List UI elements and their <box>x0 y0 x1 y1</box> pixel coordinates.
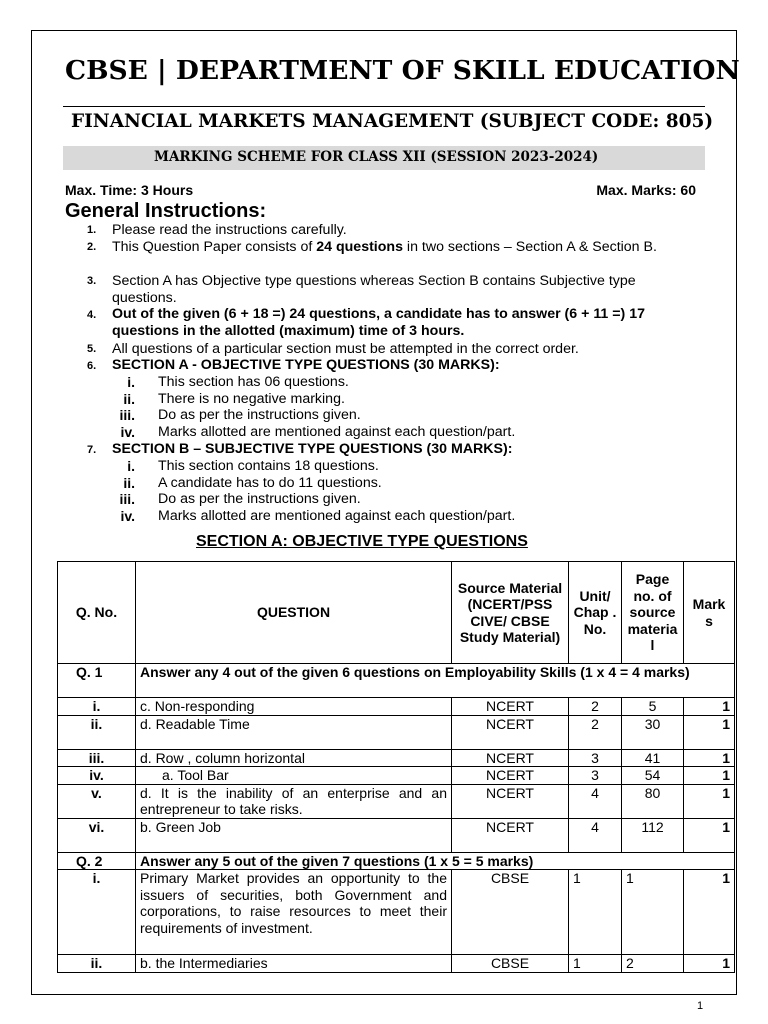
marks-cell: 1 <box>684 784 735 818</box>
source-cell: NCERT <box>452 767 569 785</box>
question-number: Q. 1 <box>58 664 136 698</box>
marks-cell: 1 <box>684 955 735 973</box>
sub-text: This section contains 18 questions. <box>158 458 379 474</box>
answer-cell: Primary Market provides an opportunity to the issuers of securities, both Government and corporations, to raise resources to meet their requirements of investment. <box>136 870 452 955</box>
sub-question-number: i. <box>58 698 136 716</box>
sub-question-number: iv. <box>58 767 136 785</box>
sub-text: Do as per the instructions given. <box>158 491 361 507</box>
sub-question-number: vi. <box>58 818 136 852</box>
source-cell: CBSE <box>452 955 569 973</box>
instruction-number: 2. <box>87 241 97 253</box>
sub-question-number: i. <box>58 870 136 955</box>
max-time: Max. Time: 3 Hours <box>65 182 194 198</box>
sub-question-number: v. <box>58 784 136 818</box>
page-cell: 80 <box>622 784 684 818</box>
sub-text: Marks allotted are mentioned against each question/part. <box>158 508 516 524</box>
sub-number: iii. <box>119 491 135 507</box>
page-cell: 41 <box>622 749 684 767</box>
instruction-text: SECTION A - OBJECTIVE TYPE QUESTIONS (30 MARKS): <box>112 357 500 373</box>
sub-text: A candidate has to do 11 questions. <box>158 475 382 491</box>
page-cell: 1 <box>622 870 684 955</box>
source-cell: NCERT <box>452 784 569 818</box>
sub-number: iii. <box>119 407 135 423</box>
instruction-text: Section A has Objective type questions whereas Section B contains Subjective type questions. <box>112 273 636 306</box>
table-header-row <box>58 562 735 664</box>
unit-cell: 3 <box>569 749 622 767</box>
answer-cell: a. Tool Bar <box>136 767 452 785</box>
sub-text: There is no negative marking. <box>158 391 345 407</box>
instruction-text: Please read the instructions carefully. <box>112 222 347 238</box>
page-number: 1 <box>697 1000 704 1012</box>
marking-scheme-banner <box>63 146 705 170</box>
table-row <box>58 749 735 767</box>
answer-cell: c. Non-responding <box>136 698 452 716</box>
column-header: Page no. of source materia l <box>622 562 684 664</box>
question-row <box>58 852 735 870</box>
unit-cell: 4 <box>569 818 622 852</box>
source-cell: NCERT <box>452 749 569 767</box>
instruction-number: 6. <box>87 360 97 372</box>
source-cell: NCERT <box>452 715 569 749</box>
column-header: Q. No. <box>58 562 136 664</box>
sub-number: ii. <box>123 475 135 491</box>
instructions-heading: General Instructions: <box>65 200 267 222</box>
instruction-number: 1. <box>87 224 97 236</box>
sub-number: iv. <box>120 424 135 440</box>
instruction-text: All questions of a particular section must be attempted in the correct order. <box>112 341 579 357</box>
sub-text: Do as per the instructions given. <box>158 407 361 423</box>
question-row <box>58 664 735 698</box>
page-cell: 54 <box>622 767 684 785</box>
banner-text: MARKING SCHEME FOR CLASS XII (SESSION 2023-2024) <box>154 149 599 165</box>
marks-cell: 1 <box>684 749 735 767</box>
unit-cell: 1 <box>569 955 622 973</box>
marks-cell: 1 <box>684 870 735 955</box>
page-title: CBSE | DEPARTMENT OF SKILL EDUCATION <box>65 55 740 86</box>
table-row <box>58 870 735 955</box>
table-row <box>58 784 735 818</box>
source-cell: NCERT <box>452 818 569 852</box>
table-row <box>58 955 735 973</box>
answer-cell: b. the Intermediaries <box>136 955 452 973</box>
instruction-text: SECTION B – SUBJECTIVE TYPE QUESTIONS (30 MARKS): <box>112 441 513 457</box>
instruction-text: This Question Paper consists of 24 questions in two sections – Section A & Section B. <box>112 239 657 255</box>
source-cell: CBSE <box>452 870 569 955</box>
title-divider <box>63 106 705 107</box>
sub-number: ii. <box>123 391 135 407</box>
unit-cell: 4 <box>569 784 622 818</box>
page-cell: 112 <box>622 818 684 852</box>
section-a-heading: SECTION A: OBJECTIVE TYPE QUESTIONS <box>196 533 528 550</box>
max-marks: Max. Marks: 60 <box>596 182 696 198</box>
table-row <box>58 698 735 716</box>
source-cell: NCERT <box>452 698 569 716</box>
question-text: Answer any 4 out of the given 6 questions on Employability Skills (1 x 4 = 4 marks) <box>136 664 735 698</box>
column-header: Unit/ Chap . No. <box>569 562 622 664</box>
unit-cell: 2 <box>569 698 622 716</box>
table-row <box>58 818 735 852</box>
sub-text: Marks allotted are mentioned against each question/part. <box>158 424 516 440</box>
column-header: QUESTION <box>136 562 452 664</box>
marking-table <box>57 561 735 973</box>
unit-cell: 3 <box>569 767 622 785</box>
sub-number: i. <box>127 374 135 390</box>
answer-cell: b. Green Job <box>136 818 452 852</box>
sub-number: iv. <box>120 508 135 524</box>
page-cell: 30 <box>622 715 684 749</box>
answer-cell: d. Row , column horizontal <box>136 749 452 767</box>
instruction-number: 5. <box>87 343 97 355</box>
unit-cell: 1 <box>569 870 622 955</box>
sub-text: This section has 06 questions. <box>158 374 349 390</box>
instruction-text: Out of the given (6 + 18 =) 24 questions, a candidate has to answer (6 + 11 =) 17 questions in the allotted (maximum) time of 3 hours. <box>112 306 646 339</box>
sub-number: i. <box>127 458 135 474</box>
sub-question-number: ii. <box>58 715 136 749</box>
unit-cell: 2 <box>569 715 622 749</box>
marks-cell: 1 <box>684 715 735 749</box>
marks-cell: 1 <box>684 698 735 716</box>
marks-cell: 1 <box>684 767 735 785</box>
page-cell: 2 <box>622 955 684 973</box>
answer-cell: d. Readable Time <box>136 715 452 749</box>
page-cell: 5 <box>622 698 684 716</box>
instruction-number: 4. <box>87 309 97 321</box>
marks-cell: 1 <box>684 818 735 852</box>
instruction-number: 3. <box>87 275 97 287</box>
table-row <box>58 767 735 785</box>
sub-question-number: iii. <box>58 749 136 767</box>
instruction-number: 7. <box>87 444 97 456</box>
question-text: Answer any 5 out of the given 7 questions (1 x 5 = 5 marks) <box>136 852 735 870</box>
column-header: Mark s <box>684 562 735 664</box>
column-header: Source Material (NCERT/PSS CIVE/ CBSE Study Material) <box>452 562 569 664</box>
subject-title: FINANCIAL MARKETS MANAGEMENT (SUBJECT CODE: 805) <box>71 111 714 132</box>
question-number: Q. 2 <box>58 852 136 870</box>
table-row <box>58 715 735 749</box>
answer-cell: d. It is the inability of an enterprise and an entrepreneur to take risks. <box>136 784 452 818</box>
sub-question-number: ii. <box>58 955 136 973</box>
